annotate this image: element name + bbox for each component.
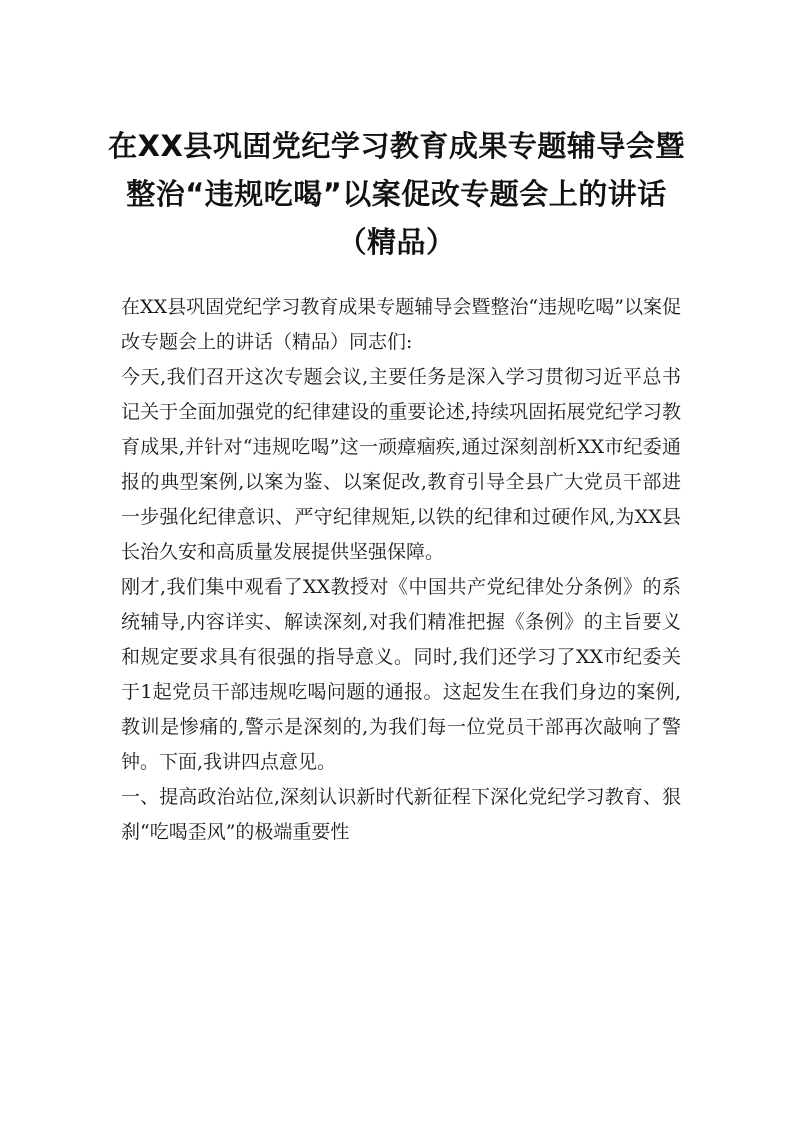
document-body — [121, 290, 681, 850]
paragraph-opening: 在XX县巩固党纪学习教育成果专题辅导会暨整治“违规吃喝”以案促改专题会上的讲话（精品）同志们: — [121, 296, 681, 353]
paragraph-intro: 今天,我们召开这次专题会议,主要任务是深入学习贯彻习近平总书记关于全面加强党的纪律建设的重要论述,持续巩固拓展党纪学习教育成果,并针对“违规吃喝”这一顽瘴痼疾,通过深刻剖析XX市纪委通报的典型案例,以案为鉴、以案促改,教育引导全县广大党员干部进一步强化纪律意识、严守纪律规矩,以铁的纪律和过硬作风,为XX县长治久安和高质量发展提供坚强保障。 — [121, 366, 681, 563]
paragraph-review: 刚才,我们集中观看了XX教授对《中国共产党纪律处分条例》的系统辅导,内容详实、解读深刻,对我们精准把握《条例》的主旨要义和规定要求具有很强的指导意义。同时,我们还学习了XX市纪委关于1起党员干部违规吃喝问题的通报。这起发生在我们身边的案例,教训是惨痛的,警示是深刻的,为我们每一位党员干部再次敲响了警钟。下面,我讲四点意见。 — [121, 576, 681, 773]
section-heading-1: 一、提高政治站位,深刻认识新时代新征程下深化党纪学习教育、狠刹“吃喝歪风”的极端重要性 — [121, 786, 681, 843]
document-title: 在XX县巩固党纪学习教育成果专题辅导会暨整治“违规吃喝”以案促改专题会上的讲话（精品） — [108, 129, 685, 259]
